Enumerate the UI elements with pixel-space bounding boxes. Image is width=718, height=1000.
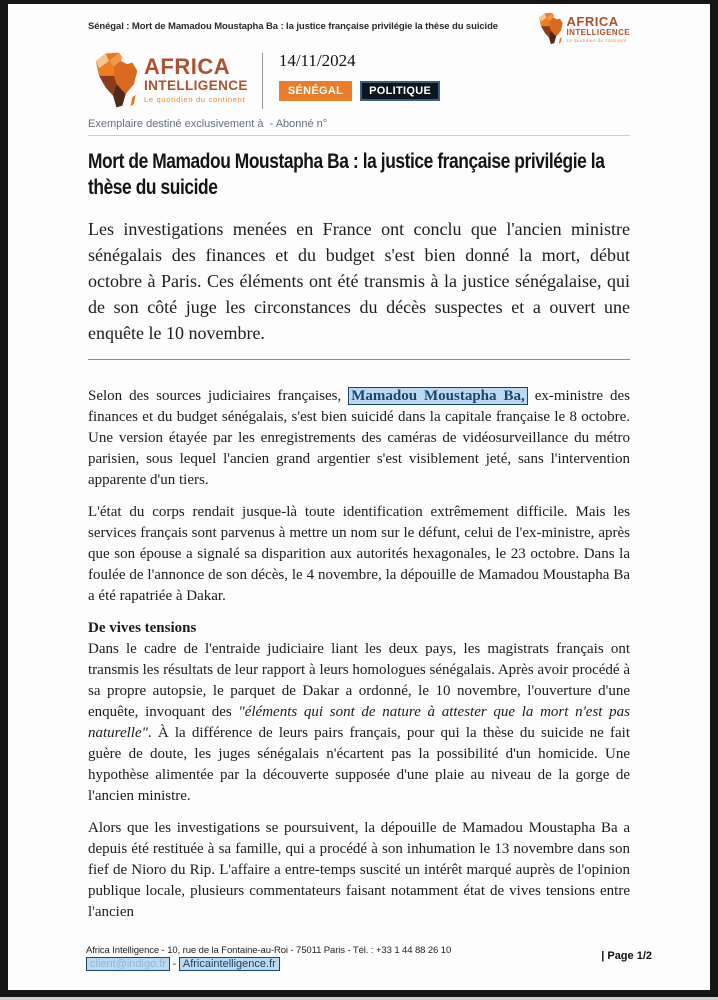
paragraph-3-text: Dans le cadre de l'entraide judiciaire liant les deux pays, les magistrats français ont transmis les résultats de leur rapport à leurs homologues sénégalais. Après avoir procédé à sa propre autopsie, le parquet de Dakar a ordonné, le 10 novembre, l'ouverture d'une enquête, invoquant des — [88, 641, 630, 720]
paragraph-3-text-after: . À la différence de leurs pairs français, pour qui la thèse du suicide ne fait guère de doute, les juges sénégalais n'écartent pas la possibilité d'un homicide. Une hypothèse alimentée par la découverte supposée d'une plaie au niveau de la gorge de l'ancien ministre. — [88, 725, 630, 804]
article-title: Mort de Mamadou Moustapha Ba : la justice française privilégie la thèse du suicide — [88, 150, 605, 199]
footer-links — [86, 958, 451, 970]
article-tags — [279, 81, 440, 101]
footer-address: Africa Intelligence - 10, rue de la Fontaine-au-Roi - 75011 Paris - Tél. : +33 1 44 88 26 10 — [86, 945, 452, 956]
footer-contact — [86, 945, 451, 970]
brand-tagline: Le quotidien du continent — [144, 95, 246, 104]
separator-line — [88, 359, 630, 360]
section-heading: De vives tensions — [88, 620, 197, 636]
brand-name-2: INTELLIGENCE — [144, 78, 248, 93]
running-header-row — [88, 12, 630, 45]
article-lead: Les investigations menées en France ont conclu que l'ancien ministre sénégalais des finances et du budget s'est bien donné la mort, début octobre à Paris. Ces éléments ont été transmis à la justice sénégalaise, qui de son côté juge les circonstances du décès suspectes et a ouvert une enquête le 10 novembre. — [88, 219, 630, 343]
brand-name: AFRICA — [144, 54, 231, 79]
article-body — [88, 386, 630, 923]
email-link[interactable]: client@indigo.fr — [86, 957, 170, 971]
paragraph-1-text: Selon des sources judiciaires françaises, — [88, 388, 349, 404]
brand-logo-small — [535, 12, 630, 45]
subscriber-line: Exemplaire destiné exclusivement à - Abonné n° — [88, 118, 630, 136]
article-meta — [279, 51, 440, 101]
footer-link-separator: - — [169, 959, 179, 970]
brand-logo-text — [567, 15, 630, 43]
tag-politique: POLITIQUE — [360, 81, 440, 101]
brand-logo-text — [144, 56, 248, 104]
running-header-title: Sénégal : Mort de Mamadou Moustapha Ba : la justice française privilégie la thèse du suicide — [88, 21, 498, 32]
brand-logo — [88, 51, 248, 109]
africa-map-icon — [535, 12, 564, 45]
page-footer — [86, 945, 652, 970]
person-link-highlight[interactable]: Mamadou Moustapha Ba, — [348, 387, 528, 405]
quoted-phrase: "éléments qui sont de nature à attester que la mort n'est pas naturelle" — [88, 704, 630, 741]
page-number: | Page 1/2 — [601, 950, 652, 962]
paragraph-3 — [88, 639, 630, 807]
website-link[interactable]: Africaintelligence.fr — [179, 957, 280, 971]
article-date: 14/11/2024 — [278, 51, 356, 70]
africa-map-icon — [88, 51, 140, 109]
masthead-divider — [262, 53, 263, 109]
brand-tagline: Le quotidien du continent — [566, 37, 627, 43]
paragraph-1-text-after: ex-ministre des finances et du budget sénégalais, s'est bien suicidé dans la capitale française le 8 octobre. Une version étayée par les enregistrements des caméras de vidéosurveillance du métro parisien, sous lequel l'ancien grand argentier s'est visiblement jeté, sans l'intervention apparente d'un tiers. — [88, 388, 631, 488]
paragraph-1 — [88, 386, 630, 491]
paragraph-4: Alors que les investigations se poursuivent, la dépouille de Mamadou Moustapha Ba a depuis été restituée à sa famille, qui a procédé à son inhumation le 13 novembre dans son fief de Nioro du Rip. L'affaire a entre-temps suscité un intérêt marqué auprès de l'opinion publique locale, plusieurs commentateurs faisant notamment état de vives tensions entre l'ancien — [88, 820, 630, 920]
brand-name-2: INTELLIGENCE — [566, 27, 630, 37]
tag-senegal: SÉNÉGAL — [279, 81, 352, 101]
masthead — [88, 51, 630, 109]
document-page — [8, 4, 710, 990]
brand-name: AFRICA — [566, 13, 619, 29]
paragraph-2: L'état du corps rendait jusque-là toute identification extrêmement difficile. Mais les services français sont parvenus à mettre un nom sur le défunt, celui de l'ex-ministre, après que son épouse a signalé sa disparition aux autorités hexagonales, le 23 octobre. Dans la foulée de l'annonce de son décès, le 4 novembre, la dépouille de Mamadou Moustapha Ba a été rapatriée à Dakar. — [88, 504, 630, 604]
